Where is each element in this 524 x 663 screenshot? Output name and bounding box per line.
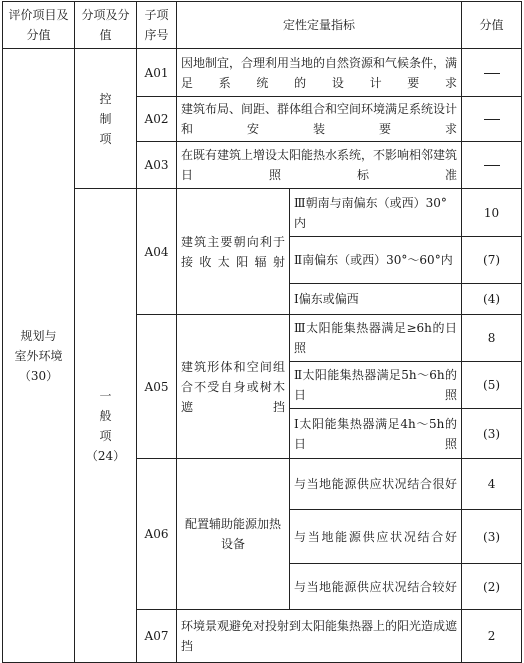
score-cell: 4 (462, 459, 522, 510)
header-code: 子项序号 (137, 2, 177, 49)
code-cell: A05 (137, 315, 177, 459)
code-cell: A04 (137, 189, 177, 315)
dash-mark (484, 119, 500, 120)
table-row (3, 49, 522, 97)
general-group-cell: 一 般 项 （24） (75, 189, 137, 663)
header-row (3, 2, 522, 49)
indicator-text: 环境景观避免对投射到太阳能集热器上的阳光造成遮挡 (177, 610, 462, 663)
header-sub-item: 分项及分值 (75, 2, 137, 49)
table-row (3, 189, 522, 237)
score-cell: 2 (462, 610, 522, 663)
score-cell: (4) (462, 284, 522, 315)
indicator-text: 在既有建筑上增设太阳能热水系统，不影响相邻建筑日照标准 (177, 142, 462, 189)
score-cell (462, 142, 522, 189)
dash-mark (484, 73, 500, 74)
score-cell: (3) (462, 409, 522, 459)
option-text: 与当地能源供应状况结合较好 (290, 564, 462, 610)
score-cell: (7) (462, 237, 522, 284)
score-cell (462, 49, 522, 97)
code-cell: A01 (137, 49, 177, 97)
header-score: 分值 (462, 2, 522, 49)
control-group-cell: 控 制 项 (75, 49, 137, 189)
option-text: Ⅱ南偏东（或西）30°～60°内 (290, 237, 462, 284)
indicator-text: 因地制宜，合理利用当地的自然资源和气候条件，满足系统的设计要求 (177, 49, 462, 97)
category-score: （30） (18, 368, 59, 383)
category-cell (3, 49, 75, 663)
score-cell: (3) (462, 510, 522, 564)
evaluation-table (2, 1, 522, 663)
spec-table-container (2, 1, 522, 663)
option-text: Ⅱ太阳能集热器满足5h～6h的日照 (290, 362, 462, 409)
option-text: Ⅰ偏东或偏西 (290, 284, 462, 315)
option-text: 与当地能源供应状况结合好 (290, 510, 462, 564)
code-cell: A03 (137, 142, 177, 189)
sub-indicator-label: 建筑主要朝向利于接收太阳辐射 (177, 189, 290, 315)
code-cell: A06 (137, 459, 177, 610)
header-eval-item: 评价项目及分值 (3, 2, 75, 49)
score-cell (462, 97, 522, 142)
sub-indicator-label: 配置辅助能源加热设备 (177, 459, 290, 610)
option-text: 与当地能源供应状况结合很好 (290, 459, 462, 510)
option-text: Ⅲ太阳能集热器满足≥6h的日照 (290, 315, 462, 362)
option-text: Ⅲ朝南与南偏东（或西）30°内 (290, 189, 462, 237)
category-line: 规划与 (20, 328, 57, 343)
option-text: Ⅰ太阳能集热器满足4h～5h的日照 (290, 409, 462, 459)
header-indicator: 定性定量指标 (177, 2, 462, 49)
score-cell: 8 (462, 315, 522, 362)
category-line: 室外环境 (14, 348, 63, 363)
score-cell: (2) (462, 564, 522, 610)
code-cell: A07 (137, 610, 177, 663)
score-cell: (5) (462, 362, 522, 409)
dash-mark (484, 165, 500, 166)
sub-indicator-label: 建筑形体和空间组合不受自身或树木遮挡 (177, 315, 290, 459)
score-cell: 10 (462, 189, 522, 237)
indicator-text: 建筑布局、间距、群体组合和空间环境满足系统设计和安装要求 (177, 97, 462, 142)
code-cell: A02 (137, 97, 177, 142)
